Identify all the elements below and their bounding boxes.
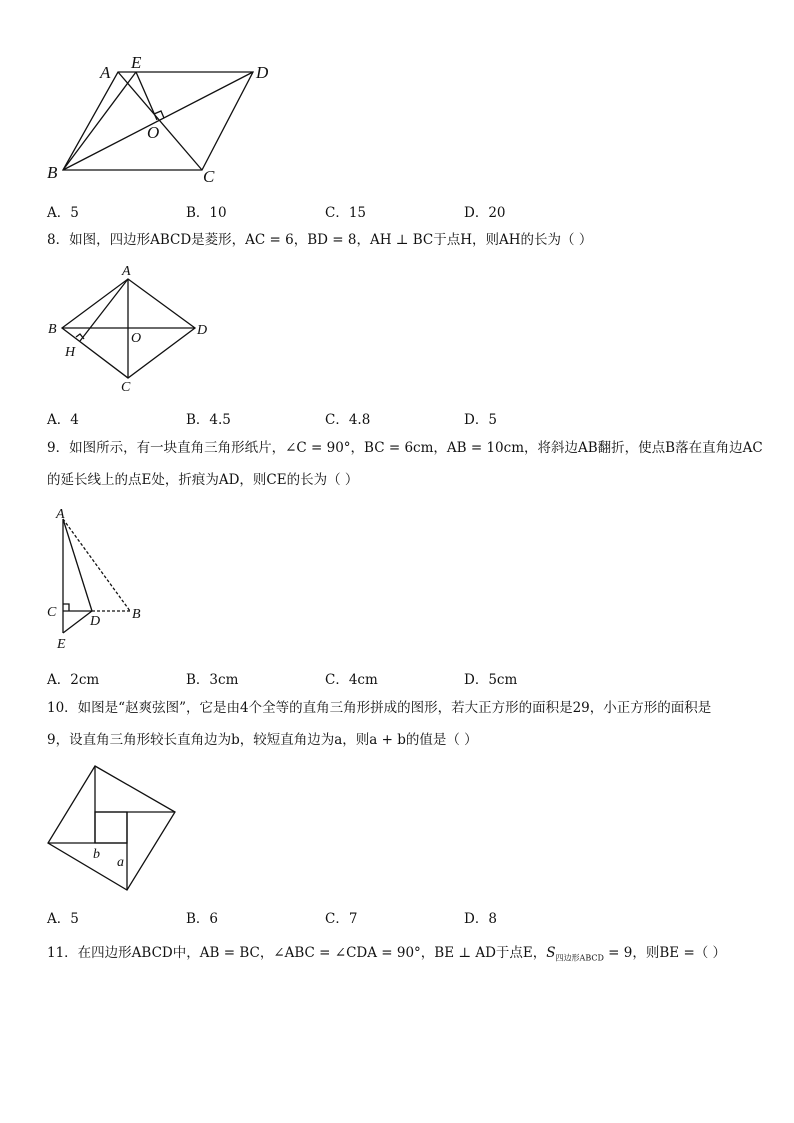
q8-text: 8．如图，四边形ABCD是菱形，AC = 6，BD = 8，AH ⊥ BC于点H，则AH的长为（ ） <box>47 232 593 248</box>
q9-option-d[interactable]: D．5cm <box>464 672 518 688</box>
label-a: A <box>56 507 65 522</box>
segment-ed <box>63 611 92 633</box>
right-angle-mark <box>76 334 84 339</box>
q8-option-d[interactable]: D．5 <box>464 412 497 428</box>
q9-text-line1: 9．如图所示，有一块直角三角形纸片，∠C = 90°，BC = 6cm，AB = 10cm，将斜边AB翻折，使点B落在直角边AC <box>47 440 763 456</box>
q8-option-c[interactable]: C．4.8 <box>325 412 371 428</box>
q8-option-a[interactable]: A．4 <box>47 412 79 428</box>
label-b: B <box>47 163 58 182</box>
label-d: D <box>197 323 208 338</box>
dashed-ab <box>63 519 130 611</box>
q9-text-line2: 的延长线上的点E处，折痕为AD，则CE的长为（ ） <box>47 472 359 488</box>
q10-text-line2: 9，设直角三角形较长直角边为b，较短直角边为a，则a + b的值是（ ） <box>47 732 478 748</box>
label-c: C <box>47 605 57 620</box>
q11-text-before: 11．在四边形ABCD中，AB = BC，∠ABC = ∠CDA = 90°，BE ⊥ AD于点E， <box>47 945 547 961</box>
q10-option-b[interactable]: B．6 <box>186 911 219 927</box>
label-a: a <box>117 855 124 870</box>
q7-option-a[interactable]: A．5 <box>47 205 79 221</box>
label-o: O <box>147 123 160 142</box>
q10-option-d[interactable]: D．8 <box>464 911 497 927</box>
label-d: D <box>90 614 101 629</box>
label-b: b <box>93 847 100 862</box>
label-d: D <box>256 63 269 82</box>
q11-text-after: = 9，则BE =（ ） <box>603 945 727 961</box>
label-o: O <box>131 331 142 346</box>
q9-option-a[interactable]: A．2cm <box>47 672 100 688</box>
label-b: B <box>132 607 141 622</box>
q11-text <box>47 937 726 975</box>
label-a: A <box>100 63 111 82</box>
q7-option-c[interactable]: C．15 <box>325 205 367 221</box>
label-e: E <box>57 637 66 652</box>
outer-square <box>48 766 175 890</box>
label-a: A <box>122 264 131 279</box>
label-c: C <box>121 380 131 395</box>
q7-option-b[interactable]: B．10 <box>186 205 227 221</box>
label-b: B <box>48 322 57 337</box>
label-h: H <box>65 345 76 360</box>
q9-option-c[interactable]: C．4cm <box>325 672 378 688</box>
q11-area-symbol: S <box>546 945 556 961</box>
q9-option-b[interactable]: B．3cm <box>186 672 239 688</box>
fold-ad <box>63 519 92 611</box>
q10-option-c[interactable]: C．7 <box>325 911 358 927</box>
right-angle-mark <box>63 604 69 611</box>
q10-option-a[interactable]: A．5 <box>47 911 79 927</box>
q8-option-b[interactable]: B．4.5 <box>186 412 231 428</box>
q11-area-subscript: 四边形ABCD <box>555 953 604 963</box>
label-c: C <box>203 167 215 186</box>
q10-text-line1: 10．如图是“赵爽弦图”，它是由4个全等的直角三角形拼成的图形，若大正方形的面积是29，小正方形的面积是 <box>47 700 712 716</box>
label-e: E <box>131 53 142 72</box>
q7-option-d[interactable]: D．20 <box>464 205 506 221</box>
inner-square <box>95 812 127 843</box>
